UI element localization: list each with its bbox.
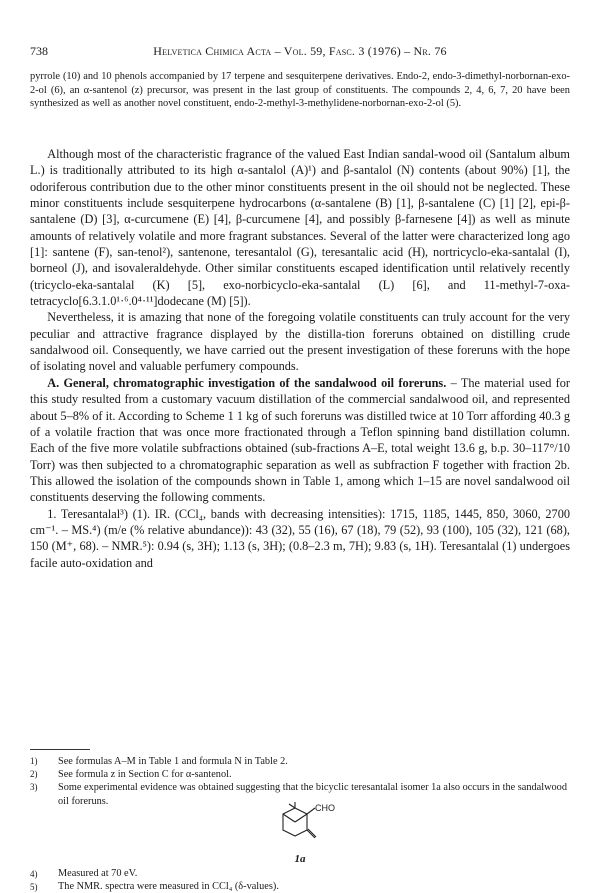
running-header xyxy=(30,44,570,60)
abstract-text: pyrrole (10) and 10 phenols accompanied by 17 terpene and sesquiterpene derivatives. Endo-2, endo-3-dimethyl-norbornan-exo-2-ol (6), an α-santenol (z) precursor, was present in the last group of constituents. The compounds 2, 4, 6, 7, 20 have been synthesized as well as another novel constituent, endo-2-methyl-3-methylidene-norbornan-exo-2-ol (5). xyxy=(30,71,570,109)
chemical-structure-1a xyxy=(265,800,345,860)
paragraph-section-a: A. General, chromatographic investigation of the sandalwood oil foreruns. – The material used for this study resulted from a customary vacuum distillation of the commercial sandalwood oil, and represented about 5–8% of it. According to Scheme 1 1 kg of such foreruns was distilled twice at 10 Torr affording 40.3 g of a volatile fraction that was once more fractionated through a Teflon spinning band distillation column. Each of the five more volatile subfractions obtained (sub-fractions A–E, total weight 13.6 g, b.p. 30–117°/10 Torr) was then subjected to a chromatographic separation as well as subfraction F together with fraction 2b. This allowed the isolation of the compounds shown in Table 1, among which 1–15 are novel sandalwood oil constituents deserving the following comments. xyxy=(30,375,570,506)
page-number: 738 xyxy=(30,44,48,59)
paragraph-teresantalal: 1. Teresantalal³) (1). IR. (CCl₄, bands with decreasing intensities): 1715, 1185, 1445, 850, 3060, 2700 cm⁻¹. – MS.⁴) (m/e (% relative abundance)): 43 (32), 55 (16), 67 (18), 79 (52), 93 (100), 105 (32), 121 (68), 150 (M⁺, 68). – NMR.⁵): 0.94 (s, 3H); 1.13 (s, 3H); (0.8–2.3 m, 7H); 9.83 (s, 1H). Teresantalal (1) undergoes facile auto-oxidation and xyxy=(30,506,570,571)
structure-drawing xyxy=(265,800,345,852)
paragraph-nevertheless: Nevertheless, it is amazing that none of the foregoing volatile constituents can truly account for the very peculiar and attractive fragrance displayed by the distilla-tion foreruns obtained on distilling crude sandalwood oil. Consequently, we have carried out the present investigation of these foreruns with the hope of isolating novel and valuable perfumery compounds. xyxy=(30,309,570,374)
footnote-5: 5) The NMR. spectra were measured in CCl₄ (δ-values). xyxy=(30,881,570,893)
structure-label: 1a xyxy=(0,853,600,865)
section-heading: A. General, chromatographic investigation of the sandalwood oil foreruns. xyxy=(47,376,446,390)
structure-cho-label: CHO xyxy=(315,803,335,813)
main-text xyxy=(30,146,570,571)
footnote-4: 4) Measured at 70 eV. xyxy=(30,868,570,881)
section-a-text: The material used for this study resulted from a customary vacuum distillation of the commercial sandalwood oil, and represented about 5–8% of it. According to Scheme 1 1 kg of such foreruns was distilled twice at 10 Torr affording 40.3 g of a volatile fraction that was once more fractionated through a Teflon spinning band distillation column. Each of the five more volatile subfractions obtained (sub-fractions A–E, total weight 13.6 g, b.p. 30–117°/10 Torr) was then subjected to a chromatographic separation as well as subfraction F together with fraction 2b. This allowed the isolation of the compounds shown in Table 1, among which 1–15 are novel sandalwood oil constituents deserving the following comments. xyxy=(30,376,570,504)
journal-title: Helvetica Chimica Acta – Vol. 59, Fasc. 3 (1976) – Nr. 76 xyxy=(30,44,570,59)
footnote-3: 3) Some experimental evidence was obtained suggesting that the bicyclic teresantalal isomer 1a also occurs in the sandalwood oil foreruns. xyxy=(30,781,570,807)
footnote-1: 1) See formulas A–M in Table 1 and formula N in Table 2. xyxy=(30,755,570,768)
paragraph-intro: Although most of the characteristic fragrance of the valued East Indian sandal-wood oil (Santalum album L.) is traditionally attributed to its high α-santalol (A)¹) and β-santalol (N) contents (about 90%) [1], the odoriferous contribution due to the other minor constituents present in the oil should not be neglected. These minor constituents include sesquiterpene hydrocarbons (α-santalene (B) [1], β-santalene (C) [1] [2], epi-β-santalene (D) [3], α-curcumene (E) [4], β-curcumene [4], and possibly β-farnesene [4]) as well as minute amounts of relatively volatile and more fragrant substances. Several of the latter were characterized long ago [1]: santene (F), san-tenol²), santenone, teresantalol (G), teresantalic acid (H), nortricyclo-eka-santalal (I), borneol (J), and isovaleraldehyde. Other similar constituents escaped identification until relatively recently (tricyclo-eka-santalal (K) [5], exo-norbicyclo-eka-santalal (L) [6], and 11-methyl-7-oxa-tetracyclo[6.3.1.0¹·⁶.0⁴·¹¹]dodecane (M) [5]). xyxy=(30,146,570,309)
footnote-2: 2) See formula z in Section C for α-santenol. xyxy=(30,768,570,781)
footnote-rule xyxy=(30,749,90,750)
footnotes-bottom xyxy=(30,868,570,893)
abstract-tail xyxy=(30,70,570,111)
